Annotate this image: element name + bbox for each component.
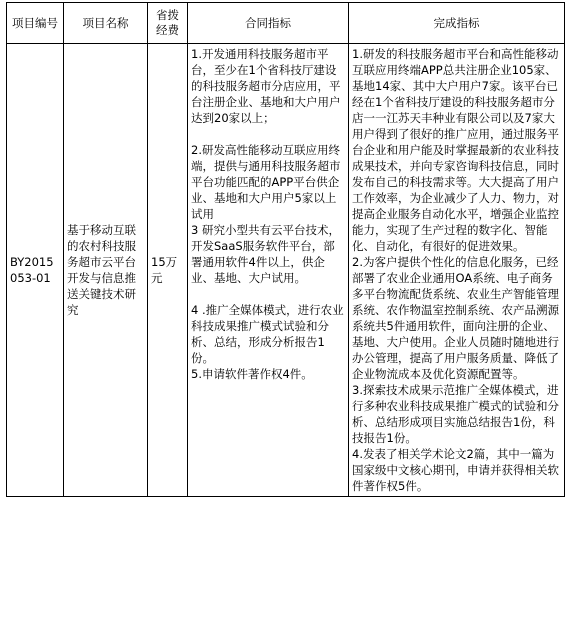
cell-contract-indicators	[188, 44, 349, 497]
cell-funding: 15万元	[148, 44, 188, 497]
header-completion-indicators: 完成指标	[349, 3, 565, 44]
header-row	[7, 3, 565, 44]
completion-item: 3.探索技术成果示范推广全媒体模式，进行多种农业科技成果推广模式的试验和分析、总结形成项目实施总结报告1份，科技报告1份。	[352, 383, 559, 445]
cell-completion-indicators	[349, 44, 565, 497]
contract-item: 4 .推广全媒体模式，进行农业科技成果推广模式试验和分析、总结，形成分析报告1份。	[191, 303, 344, 365]
completion-item: 1.研发的科技服务超市平台和高性能移动互联应用终端APP总共注册企业105家、基地14家、其中大户用户7家。该平台已经在1个省科技厅建设的科技服务超市分店一一江苏天丰种业有限公司以及7家大用户得到了很好的推广应用，通过服务平台企业和用户能及时掌握最新的农业科技成果技术，并向专家咨询科技信息，同时发布自己的科技需求等。大大提高了用户工作效率，为企业减少了人力、物力，对提高企业服务自动化水平，增强企业监控能力，实现了生产过程的数字化、智能化、自动化，有很好的促进效果。	[352, 47, 559, 253]
contract-item: 3 研究小型共有云平台技术，开发SaaS服务软件平台，部署通用软件4件以上，供企业、基地、大户试用。	[191, 223, 340, 285]
table-row	[7, 44, 565, 497]
cell-project-name: 基于移动互联的农村科技服务超市云平台开发与信息推送关键技术研究	[64, 44, 148, 497]
completion-item: 2.为客户提供个性化的信息化服务，已经部署了农业企业通用OA系统、电子商务多平台物流配货系统、农业生产智能管理系统、农作物温室控制系统、农产品溯源系统共5件通用软件，面向注册的企业、基地、大户使用。企业人员随时随地进行办公管理，提高了用户服务质量、降低了企业物流成本及优化资源配置等。	[352, 255, 559, 381]
contract-item: 1.开发通用科技服务超市平台，至少在1个省科技厅建设的科技服务超市分店应用，平台注册企业、基地和大户用户达到20家以上；	[191, 47, 341, 125]
contract-item: 5.申请软件著作权4件。	[191, 367, 313, 381]
header-contract-indicators: 合同指标	[188, 3, 349, 44]
header-project-name: 项目名称	[64, 3, 148, 44]
contract-item: 2.研发高性能移动互联应用终端，提供与通用科技服务超市平台功能匹配的APP平台供企业、基地和大户用户5家以上试用	[191, 143, 341, 221]
cell-project-code: BY2015053-01	[7, 44, 64, 497]
completion-item: 4.发表了相关学术论文2篇，其中一篇为国家级中文核心期刊，申请并获得相关软件著作权5件。	[352, 447, 559, 493]
header-project-code: 项目编号	[7, 3, 64, 44]
header-funding: 省拨经费	[148, 3, 188, 44]
project-table	[6, 2, 565, 497]
